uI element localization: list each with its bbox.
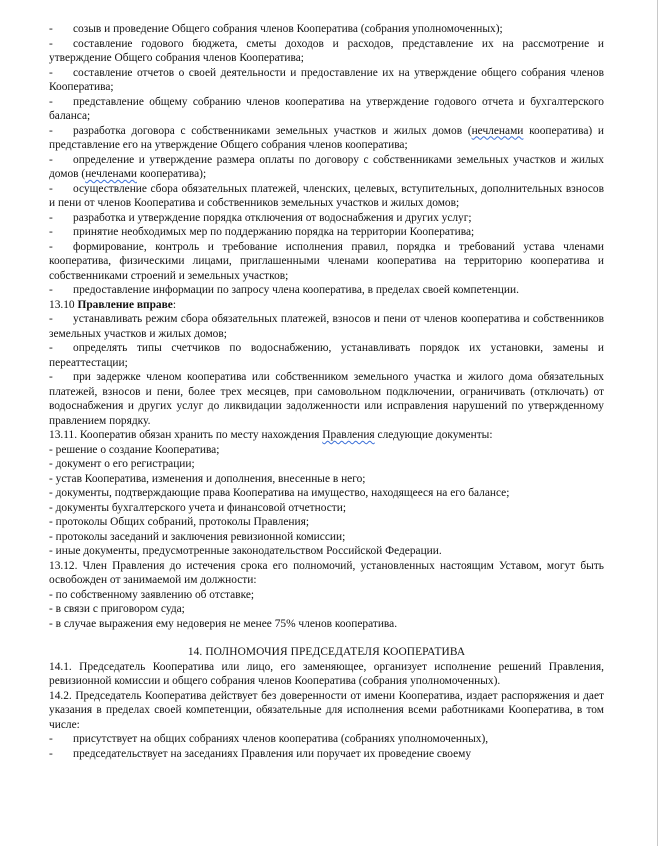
section-13-12: 13.12. Член Правления до истечения срока его полномочий, установленных настоящим Уставом, могут быть освобожден от занимаемой им должности: bbox=[49, 559, 604, 586]
bullet-dash: - bbox=[49, 313, 53, 325]
list-item bbox=[49, 225, 604, 240]
list-item-text: принятие необходимых мер по поддержанию порядка на территории Кооператива; bbox=[73, 226, 475, 238]
release-reason: - в связи с приговором суда; bbox=[49, 603, 185, 615]
doc-list-item: - иные документы, предусмотренные законодательством Российской Федерации. bbox=[49, 545, 442, 557]
list-item-text: разработка договора с собственниками земельных участков и жилых домов ( bbox=[73, 124, 472, 137]
bullet-dash: - bbox=[49, 733, 53, 745]
paragraph-14-2: 14.2. Председатель Кооператива действует без доверенности от имени Кооператива, издает распоряжения и дает указания в пределах своей компетенции, обязательные для исполнения всеми работниками Кооператива, в том числе: bbox=[49, 689, 604, 731]
list-item-text: при задержке членом кооператива или собственником земельного участка и жилого дома обязательных платежей, взносов и пени, более трех месяцев, при самовольном подключении, ограничивать (отключать) от водоснабжения и других услуг до ликвидации задолженности или исправления нарушений по утвержденному правлением порядку. bbox=[49, 371, 604, 427]
list-item bbox=[49, 66, 604, 95]
bullet-dash: - bbox=[49, 211, 53, 224]
doc-list-item: - документы бухгалтерского учета и финансовой отчетности; bbox=[49, 501, 347, 514]
list-item bbox=[49, 312, 604, 341]
section-number: 13.10 bbox=[49, 298, 78, 311]
list-item bbox=[49, 95, 604, 124]
list-item-text: предоставление информации по запросу члена кооператива, в пределах своей компетенции. bbox=[73, 284, 519, 296]
document-body bbox=[49, 22, 604, 761]
list-item bbox=[49, 341, 604, 370]
list-item-text: присутствует на общих собраниях членов кооператива (собраниях уполномоченных), bbox=[73, 733, 489, 745]
list-item bbox=[49, 153, 604, 182]
section-colon: : bbox=[172, 298, 176, 311]
doc-list-item: - устав Кооператива, изменения и дополнения, внесенные в него; bbox=[49, 472, 366, 485]
list-item bbox=[49, 370, 604, 428]
list-item-text: формирование, контроль и требование исполнения правил, порядка и требований устава членами кооператива, физическими лицами, приглашенными членами кооператива на территорию кооператива и собственниками строений и земельных участков; bbox=[49, 240, 604, 282]
list-item-text: кооператива) и представление его на утверждение Общего собрания членов кооператива; bbox=[49, 124, 604, 151]
list-item-text: разработка и утверждение порядка отключения от водоснабжения и других услуг; bbox=[73, 211, 472, 224]
bullet-dash: - bbox=[49, 226, 53, 238]
section-text: 13.11. Кооператив обязан хранить по месту нахождения bbox=[49, 429, 323, 441]
list-item bbox=[49, 732, 604, 747]
list-item bbox=[49, 182, 604, 211]
doc-list-item: - протоколы Общих собраний, протоколы Правления; bbox=[49, 516, 309, 528]
list-item-text: кооператива); bbox=[137, 168, 207, 180]
list-item-text: созыв и проведение Общего собрания членов Кооператива (собрания уполномоченных); bbox=[73, 23, 503, 35]
spellcheck-word: нечленами bbox=[85, 168, 137, 180]
doc-list-item: - документы, подтверждающие права Кооператива на имущество, находящееся на его балансе; bbox=[49, 487, 510, 499]
list-item-text: определять типы счетчиков по водоснабжению, устанавливать порядок их установки, замены и переаттестации; bbox=[49, 342, 604, 369]
bullet-dash: - bbox=[49, 747, 53, 760]
list-item bbox=[49, 124, 604, 153]
section-heading: 14. ПОЛНОМОЧИЯ ПРЕДСЕДАТЕЛЯ КООПЕРАТИВА bbox=[187, 646, 466, 658]
bullet-dash: - bbox=[49, 23, 53, 35]
section-text: следующие документы: bbox=[374, 429, 493, 441]
list-item-text: представление общему собранию членов кооператива на утверждение годового отчета и бухгалтерского баланса; bbox=[49, 95, 604, 122]
bullet-dash: - bbox=[49, 284, 53, 296]
release-reason: - в случае выражения ему недоверия не менее 75% членов кооператива. bbox=[49, 617, 398, 630]
spellcheck-word: нечленами bbox=[471, 124, 524, 137]
bullet-dash: - bbox=[49, 37, 53, 50]
bullet-dash: - bbox=[49, 240, 53, 253]
list-item-text: определение и утверждение размера оплаты по договору с собственниками земельных участков и жилых домов ( bbox=[49, 153, 604, 180]
bullet-dash: - bbox=[49, 182, 53, 195]
list-item bbox=[49, 283, 604, 298]
section-title: Правление вправе bbox=[77, 298, 173, 311]
doc-list-item: - протоколы заседаний и заключения ревизионной комиссии; bbox=[49, 530, 346, 543]
bullet-dash: - bbox=[49, 342, 53, 354]
doc-list-item: - решение о создание Кооператива; bbox=[49, 443, 220, 456]
section-13-10 bbox=[49, 298, 604, 313]
bullet-dash: - bbox=[49, 124, 53, 137]
bullet-dash: - bbox=[49, 153, 53, 166]
doc-list-item: - документ о его регистрации; bbox=[49, 458, 195, 470]
list-item-text: составление годового бюджета, сметы доходов и расходов, представление их на рассмотрение и утверждение Общего собрания членов Кооператива; bbox=[49, 37, 604, 64]
list-item bbox=[49, 747, 604, 762]
bullet-dash: - bbox=[49, 66, 53, 79]
list-item bbox=[49, 37, 604, 66]
spellcheck-word: Правления bbox=[322, 429, 375, 441]
list-item-text: устанавливать режим сбора обязательных платежей, взносов и пени от членов кооператива и собственников земельных участков и жилых домов; bbox=[49, 313, 604, 340]
section-13-11 bbox=[49, 428, 604, 443]
bullet-dash: - bbox=[49, 371, 53, 383]
release-reason: - по собственному заявлению об отставке; bbox=[49, 588, 255, 601]
paragraph-14-1: 14.1. Председатель Кооператива или лицо, его заменяющее, организует исполнение решений Правления, ревизионной комиссии и общего собрания членов Кооператива (собрания уполномоченных). bbox=[49, 660, 604, 687]
list-item bbox=[49, 22, 604, 37]
list-item-text: составление отчетов о своей деятельности и предоставление их на утверждение общего собрания членов Кооператива; bbox=[49, 66, 604, 93]
list-item-text: председательствует на заседаниях Правления или поручает их проведение своему bbox=[73, 747, 472, 760]
list-item bbox=[49, 240, 604, 284]
bullet-dash: - bbox=[49, 95, 53, 108]
list-item-text: осуществление сбора обязательных платежей, членских, целевых, вступительных, дополнительных взносов и пени от членов Кооператива и собственников земельных участков и жилых домов; bbox=[49, 182, 604, 209]
list-item bbox=[49, 211, 604, 226]
